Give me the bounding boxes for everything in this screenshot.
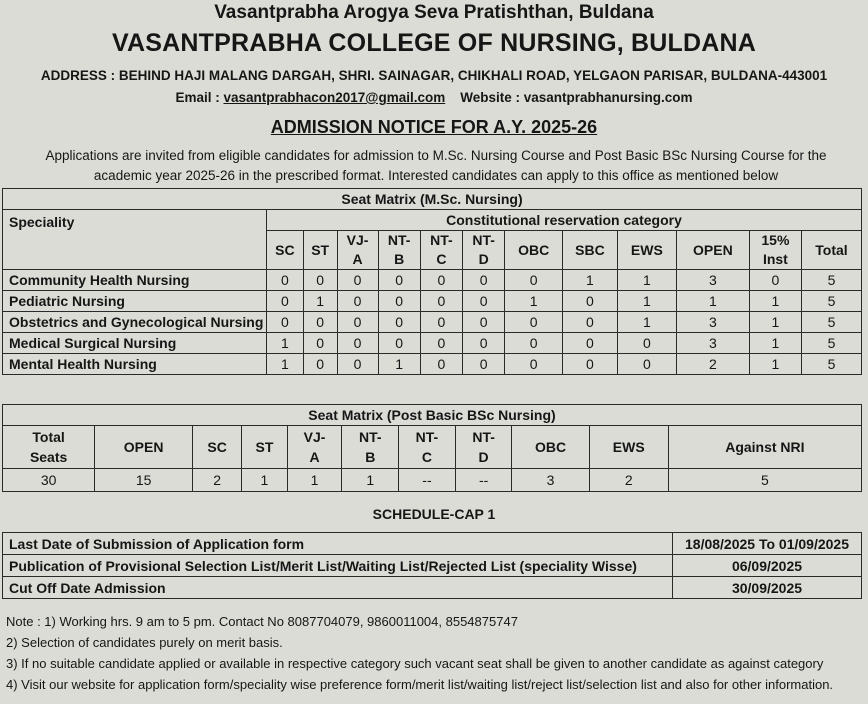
col-header-line1: ST <box>311 241 330 258</box>
schedule-event: Cut Off Date Admission <box>3 577 673 599</box>
seat-count: 0 <box>420 312 462 333</box>
pbbsc-table-caption: Seat Matrix (Post Basic BSc Nursing) <box>3 405 862 426</box>
intro-line-2: academic year 2025-26 in the prescribed format. Interested candidates can apply to this office as mentioned below <box>93 168 779 183</box>
speciality-name: Obstetrics and Gynecological Nursing <box>3 312 267 333</box>
seat-count: 0 <box>267 312 304 333</box>
seat-count: 5 <box>801 333 861 354</box>
seat-count: 0 <box>505 333 563 354</box>
col-header-line2: B <box>365 449 376 465</box>
seat-count: 5 <box>801 270 861 291</box>
col-header-line1: EWS <box>630 241 663 258</box>
seat-count: 1 <box>267 354 304 375</box>
col-header-line2: A <box>352 251 363 267</box>
seat-count: 5 <box>801 312 861 333</box>
pbbsc-seat-count: -- <box>399 469 456 492</box>
seat-count: 1 <box>617 270 676 291</box>
seat-count: 0 <box>267 270 304 291</box>
seat-count: 0 <box>562 291 617 312</box>
speciality-name: Mental Health Nursing <box>3 354 267 375</box>
seat-count: 0 <box>337 312 378 333</box>
pbbsc-column-headers <box>3 426 862 469</box>
col-header-line2: Seats <box>29 449 68 465</box>
notice-title <box>0 117 868 138</box>
msc-table-row <box>3 354 862 375</box>
msc-col-header <box>562 231 617 270</box>
seat-count: 0 <box>337 270 378 291</box>
col-header-line2: C <box>421 449 433 465</box>
col-header-line1: Total <box>32 429 65 445</box>
schedule-event: Last Date of Submission of Application form <box>3 533 673 555</box>
col-header-line1: OBC <box>534 439 567 455</box>
col-header-line1: 15% <box>761 232 790 248</box>
msc-table-row <box>3 270 862 291</box>
msc-table-caption: Seat Matrix (M.Sc. Nursing) <box>3 189 862 210</box>
pbbsc-seat-matrix-table <box>2 404 862 492</box>
seat-count: 0 <box>378 270 420 291</box>
pbbsc-seat-count: 1 <box>287 469 342 492</box>
col-header-line1: Against NRI <box>725 439 805 455</box>
pbbsc-seat-count: -- <box>455 469 512 492</box>
college-name: VASANTPRABHA COLLEGE OF NURSING, BULDANA <box>111 29 757 57</box>
col-header-line1: NT- <box>387 232 411 248</box>
col-header-line1: NT- <box>472 232 495 248</box>
pbbsc-col-header <box>668 426 861 469</box>
schedule-date: 06/09/2025 <box>673 555 862 577</box>
seat-count: 0 <box>562 354 617 375</box>
contact-line <box>0 90 868 105</box>
website-label: Website : <box>460 90 520 105</box>
pbbsc-seat-count: 2 <box>589 469 668 492</box>
speciality-header: Speciality <box>3 210 267 270</box>
col-header-line1: SC <box>207 439 227 455</box>
pbbsc-seat-count: 5 <box>668 469 861 492</box>
pbbsc-seat-count: 1 <box>242 469 287 492</box>
seat-count: 0 <box>617 333 676 354</box>
seat-count: 1 <box>505 291 563 312</box>
seat-count: 0 <box>463 312 505 333</box>
col-header-line1: EWS <box>612 439 645 455</box>
seat-count: 0 <box>463 333 505 354</box>
col-header-line2: A <box>309 449 320 465</box>
msc-col-header <box>801 231 861 270</box>
col-header-line1: OPEN <box>693 241 733 258</box>
email-link[interactable]: vasantprabhacon2017@gmail.com <box>223 90 446 105</box>
msc-col-header <box>303 231 337 270</box>
pbbsc-col-header <box>399 426 456 469</box>
seat-count: 1 <box>749 333 801 354</box>
seat-count: 0 <box>337 291 378 312</box>
col-header-line1: NT- <box>430 232 453 248</box>
schedule-date: 30/09/2025 <box>673 577 862 599</box>
msc-col-header <box>463 231 505 270</box>
email-label: Email : <box>175 90 220 105</box>
seat-count: 3 <box>676 333 749 354</box>
note-4: 4) Visit our website for application form/speciality wise preference form/merit list/waiting list/reject list/selection list and also for other information. <box>6 677 834 692</box>
notice-intro <box>8 146 864 186</box>
speciality-name: Community Health Nursing <box>3 270 267 291</box>
pbbsc-seat-count: 30 <box>3 469 95 492</box>
seat-count: 0 <box>463 291 505 312</box>
seat-count: 0 <box>420 270 462 291</box>
col-header-line1: NT- <box>472 429 495 445</box>
msc-col-header <box>505 231 563 270</box>
seat-count: 1 <box>562 270 617 291</box>
seat-count: 1 <box>617 291 676 312</box>
msc-col-header <box>337 231 378 270</box>
seat-count: 0 <box>303 354 337 375</box>
msc-table-row <box>3 312 862 333</box>
col-header-line1: NT- <box>359 429 382 445</box>
pbbsc-values-row <box>3 469 862 492</box>
msc-table-row <box>3 333 862 354</box>
col-header-line1: ST <box>255 439 274 455</box>
schedule-event: Publication of Provisional Selection List/Merit List/Waiting List/Rejected List (speciality Wisse) <box>3 555 673 577</box>
schedule-row <box>3 533 862 555</box>
pbbsc-seat-count: 2 <box>193 469 242 492</box>
seat-count: 0 <box>420 333 462 354</box>
seat-count: 0 <box>749 270 801 291</box>
notes-section <box>6 611 866 695</box>
msc-table-row <box>3 291 862 312</box>
seat-count: 0 <box>505 354 563 375</box>
pbbsc-seat-count: 15 <box>95 469 193 492</box>
notice-title-text: ADMISSION NOTICE FOR A.Y. 2025-26 <box>270 117 598 137</box>
seat-count: 0 <box>378 312 420 333</box>
note-2: 2) Selection of candidates purely on merit basis. <box>6 635 283 650</box>
pbbsc-col-header <box>242 426 287 469</box>
seat-count: 1 <box>617 312 676 333</box>
website-link[interactable]: vasantprabhanursing.com <box>523 90 693 105</box>
pbbsc-col-header <box>589 426 668 469</box>
category-header: Constitutional reservation category <box>267 210 862 231</box>
seat-count: 0 <box>505 270 563 291</box>
note-3: 3) If no suitable candidate applied or available in respective category such vacant seat shall be given to another candidate as against category <box>6 656 824 671</box>
seat-count: 0 <box>463 270 505 291</box>
seat-count: 5 <box>801 291 861 312</box>
seat-count: 3 <box>676 270 749 291</box>
msc-col-header <box>378 231 420 270</box>
pbbsc-col-header <box>455 426 512 469</box>
seat-count: 1 <box>676 291 749 312</box>
col-header-line1: VJ- <box>346 232 369 248</box>
seat-count: 1 <box>267 333 304 354</box>
trust-name: Vasantprabha Arogya Seva Pratishthan, Buldana <box>214 2 654 23</box>
seat-count: 0 <box>505 312 563 333</box>
pbbsc-seat-count: 3 <box>512 469 589 492</box>
intro-line-1: Applications are invited from eligible candidates for admission to M.Sc. Nursing Course and Post Basic BSc Nursing Course for the <box>45 148 827 163</box>
schedule-title: SCHEDULE-CAP 1 <box>372 506 496 522</box>
schedule-row <box>3 555 862 577</box>
col-header-line2: D <box>478 449 489 465</box>
col-header-line2: C <box>436 251 447 267</box>
seat-count: 0 <box>303 312 337 333</box>
seat-count: 0 <box>267 291 304 312</box>
pbbsc-seat-count: 1 <box>342 469 399 492</box>
col-header-line1: SBC <box>575 241 605 258</box>
seat-count: 3 <box>676 312 749 333</box>
pbbsc-col-header <box>193 426 242 469</box>
col-header-line2: Inst <box>762 251 788 267</box>
seat-count: 1 <box>378 354 420 375</box>
msc-col-header <box>676 231 749 270</box>
seat-count: 0 <box>463 354 505 375</box>
seat-count: 0 <box>562 312 617 333</box>
seat-count: 0 <box>337 354 378 375</box>
seat-count: 1 <box>303 291 337 312</box>
seat-count: 0 <box>617 354 676 375</box>
col-header-line1: VJ- <box>303 429 326 445</box>
col-header-line1: NT- <box>415 429 439 445</box>
seat-count: 0 <box>303 333 337 354</box>
msc-col-header <box>420 231 462 270</box>
note-1: Note : 1) Working hrs. 9 am to 5 pm. Contact No 8087704079, 9860011004, 8554875747 <box>6 614 518 629</box>
seat-count: 1 <box>749 291 801 312</box>
seat-count: 0 <box>378 333 420 354</box>
seat-count: 0 <box>303 270 337 291</box>
seat-count: 0 <box>337 333 378 354</box>
schedule-row <box>3 577 862 599</box>
schedule-body <box>3 533 862 599</box>
msc-col-header <box>617 231 676 270</box>
college-address: ADDRESS : BEHIND HAJI MALANG DARGAH, SHRI. SAINAGAR, CHIKHALI ROAD, YELGAON PARISAR, BULDANA-443001 <box>40 68 828 83</box>
msc-col-header <box>749 231 801 270</box>
seat-count: 0 <box>420 354 462 375</box>
seat-count: 0 <box>420 291 462 312</box>
schedule-table <box>2 532 862 599</box>
col-header-line1: OPEN <box>123 439 164 455</box>
pbbsc-col-header <box>512 426 589 469</box>
pbbsc-col-header <box>3 426 95 469</box>
speciality-name: Pediatric Nursing <box>3 291 267 312</box>
col-header-line2: B <box>394 251 405 267</box>
seat-count: 0 <box>378 291 420 312</box>
col-header-line1: SC <box>275 241 295 258</box>
col-header-line1: Total <box>815 241 848 258</box>
seat-count: 0 <box>562 333 617 354</box>
col-header-line2: D <box>478 251 489 267</box>
msc-table-body <box>3 270 862 375</box>
seat-count: 2 <box>676 354 749 375</box>
pbbsc-col-header <box>95 426 193 469</box>
seat-count: 5 <box>801 354 861 375</box>
msc-seat-matrix-table <box>2 188 862 375</box>
schedule-date: 18/08/2025 To 01/09/2025 <box>673 533 862 555</box>
pbbsc-col-header <box>342 426 399 469</box>
pbbsc-col-header <box>287 426 342 469</box>
col-header-line1: OBC <box>518 241 550 258</box>
seat-count: 1 <box>749 312 801 333</box>
speciality-name: Medical Surgical Nursing <box>3 333 267 354</box>
seat-count: 1 <box>749 354 801 375</box>
msc-col-header <box>267 231 304 270</box>
